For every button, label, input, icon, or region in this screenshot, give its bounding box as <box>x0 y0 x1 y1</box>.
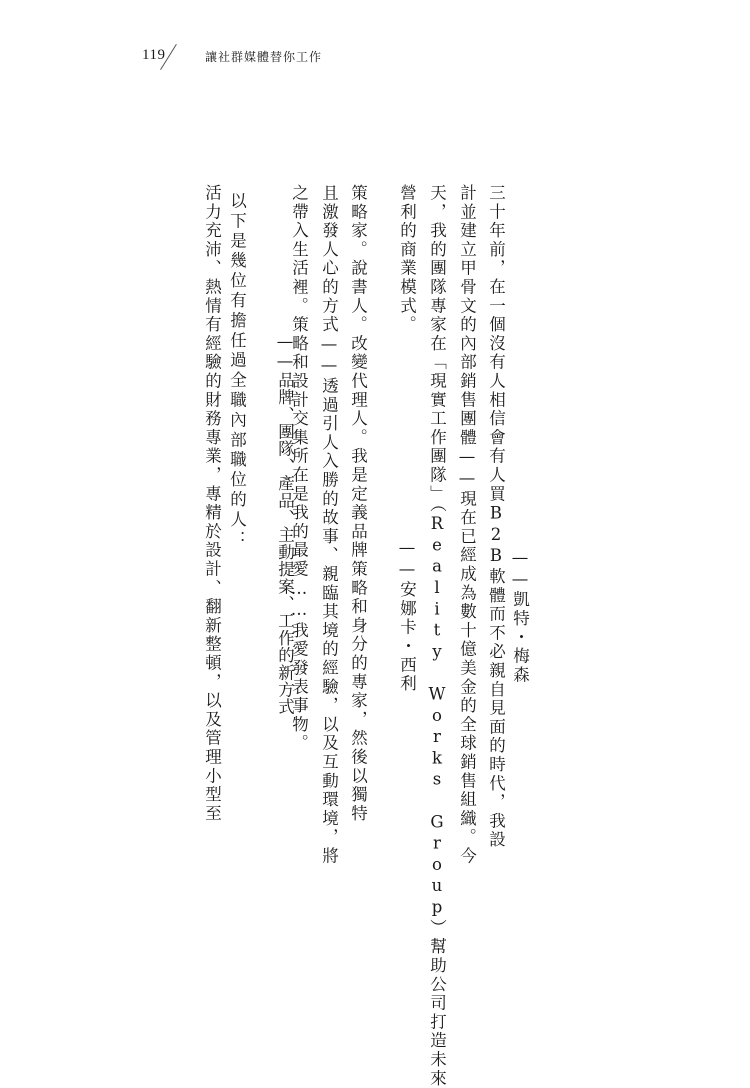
quote2-line: 計並建立甲骨文的內部銷售團體——現在已經成為數十億美金的全球銷售組織。今 <box>457 184 477 866</box>
quote3-line: 之帶入生活裡。策略和設計交集所在是我的最愛……我愛發表事物。 <box>289 184 309 753</box>
quote2-line: 營利的商業模式。 <box>397 184 417 335</box>
page-number: 119 <box>142 47 166 63</box>
quote3-attribution: ——品牌、團隊、產品、主動提案、工作的新方式 <box>275 332 295 716</box>
quote2-line: 天，我的團隊專家在「現實工作團隊」（Reality Works Group）幫助公司打造未來 <box>427 184 447 1088</box>
quote3-line: 且激發人心的方式——透過引人入勝的故事、親臨其境的經驗，以及互動環境，將 <box>319 184 339 866</box>
chapter-title: 讓社群媒體替你工作 <box>205 50 323 64</box>
quote3-line: 策略家。說書人。改變代理人。我是定義品牌策略和身分的專家，然後以獨特 <box>348 184 368 824</box>
quote1-attribution: ——凱特・梅森 <box>510 548 530 685</box>
quote2-line: 三十年前，在一個沒有人相信會有人買B2B軟體而不必親自見面的時代，我設 <box>486 184 506 850</box>
intro-line: 以下是幾位有擔任過全職內部職位的人： <box>227 192 247 551</box>
intro-line: 活力充沛、熱情有經驗的財務專業，專精於設計、翻新整頓，以及管理小型至 <box>202 184 222 824</box>
quote2-attribution: ——安娜卡・西利 <box>397 538 417 694</box>
